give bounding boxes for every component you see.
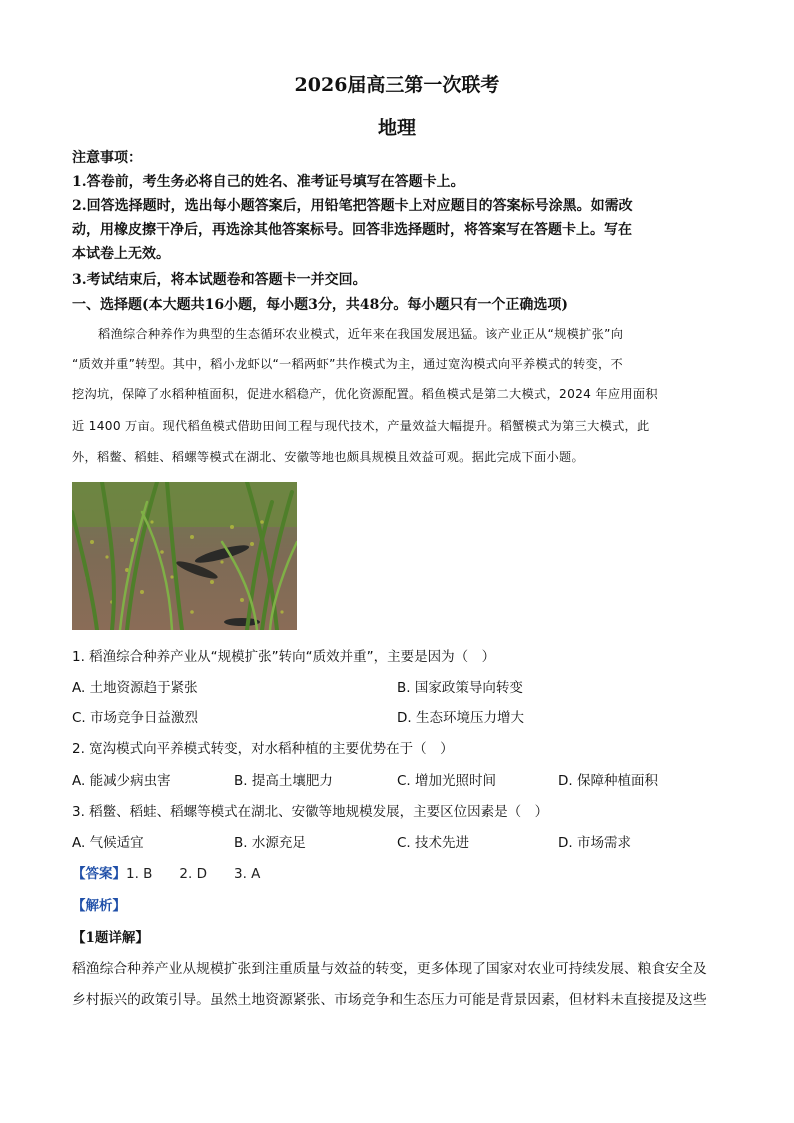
question-2-option-a[interactable]: A. 能减少病虫害 (72, 773, 171, 789)
subject-title: 地理 (377, 117, 416, 139)
notice-item-2: 2.回答选择题时，选出每小题答案后，用铅笔把答题卡上对应题目的答案标号涂黑。如需改 (72, 198, 633, 214)
question-1-stem: 1. 稻渔综合种养产业从“规模扩张”转向“质效并重”，主要是因为（ ） (72, 649, 496, 665)
question-2-stem: 2. 宽沟模式向平养模式转变，对水稻种植的主要优势在于（ ） (72, 741, 454, 757)
notice-item-3: 3.考试结束后，将本试题卷和答题卡一并交回。 (72, 272, 367, 288)
notice-item-2-cont: 动，用橡皮擦干净后，再选涂其他答案标号。回答非选择题时，将答案写在答题卡上。写在 (72, 222, 632, 238)
rice-paddy-fish-photo (72, 482, 297, 630)
notice-heading: 注意事项： (72, 150, 142, 166)
question-3-option-b[interactable]: B. 水源充足 (234, 835, 306, 851)
analysis-detail-tag: 【1题详解】 (72, 930, 149, 946)
question-1-option-a[interactable]: A. 土地资源趋于紧张 (72, 680, 198, 696)
notice-item-2-end: 本试卷上无效。 (72, 246, 170, 262)
answer-values: 1. B 2. D 3. A (126, 866, 261, 882)
notice-item-1: 1.答卷前，考生务必将自己的姓名、准考证号填写在答题卡上。 (72, 174, 465, 190)
question-1-option-b[interactable]: B. 国家政策导向转变 (397, 680, 523, 696)
analysis-line-1: 稻渔综合种养产业从规模扩张到注重质量与效益的转变，更多体现了国家对农业可持续发展、粮食安全及 (72, 961, 707, 977)
analysis-row (72, 896, 722, 916)
passage-line-2: “质效并重”转型。其中，稻小龙虾以“一稻两虾”共作模式为主，通过宽沟模式向平养模式的转变，不 (72, 357, 623, 371)
question-2-option-b[interactable]: B. 提高土壤肥力 (234, 773, 333, 789)
answer-row (72, 864, 722, 884)
analysis-line-2: 乡村振兴的政策引导。虽然土地资源紧张、市场竞争和生态压力可能是背景因素，但材料未直接提及这些 (72, 992, 707, 1008)
question-2-option-d[interactable]: D. 保障种植面积 (558, 773, 658, 789)
passage-line-3: 挖沟坑，保障了水稻种植面积，促进水稻稳产，优化资源配置。稻鱼模式是第二大模式，2024 年应用面积 (72, 387, 658, 401)
analysis-tag: 【解析】 (72, 898, 126, 914)
question-3-option-c[interactable]: C. 技术先进 (397, 835, 470, 851)
exam-title: 2026届高三第一次联考 (294, 74, 500, 96)
question-1-option-d[interactable]: D. 生态环境压力增大 (397, 710, 524, 726)
section-heading: 一、选择题(本大题共16小题，每小题3分，共48分。每小题只有一个正确选项) (72, 297, 568, 313)
question-3-option-a[interactable]: A. 气候适宜 (72, 835, 144, 851)
passage-line-4: 近 1400 万亩。现代稻鱼模式借助田间工程与现代技术，产量效益大幅提升。稻蟹模式为第三大模式，此 (72, 419, 650, 433)
question-1-option-c[interactable]: C. 市场竞争日益激烈 (72, 710, 199, 726)
answer-tag: 【答案】 (72, 866, 126, 882)
passage-line-1: 稻渔综合种养作为典型的生态循环农业模式，近年来在我国发展迅猛。该产业正从“规模扩张”向 (98, 327, 624, 341)
photo-image (72, 482, 297, 630)
question-3-stem: 3. 稻鳖、稻蛙、稻螺等模式在湖北、安徽等地规模发展，主要区位因素是（ ） (72, 804, 549, 820)
passage-line-5: 外，稻鳖、稻蛙、稻螺等模式在湖北、安徽等地也颇具规模且效益可观。据此完成下面小题。 (72, 450, 584, 464)
question-3-option-d[interactable]: D. 市场需求 (558, 835, 631, 851)
question-2-option-c[interactable]: C. 增加光照时间 (397, 773, 497, 789)
